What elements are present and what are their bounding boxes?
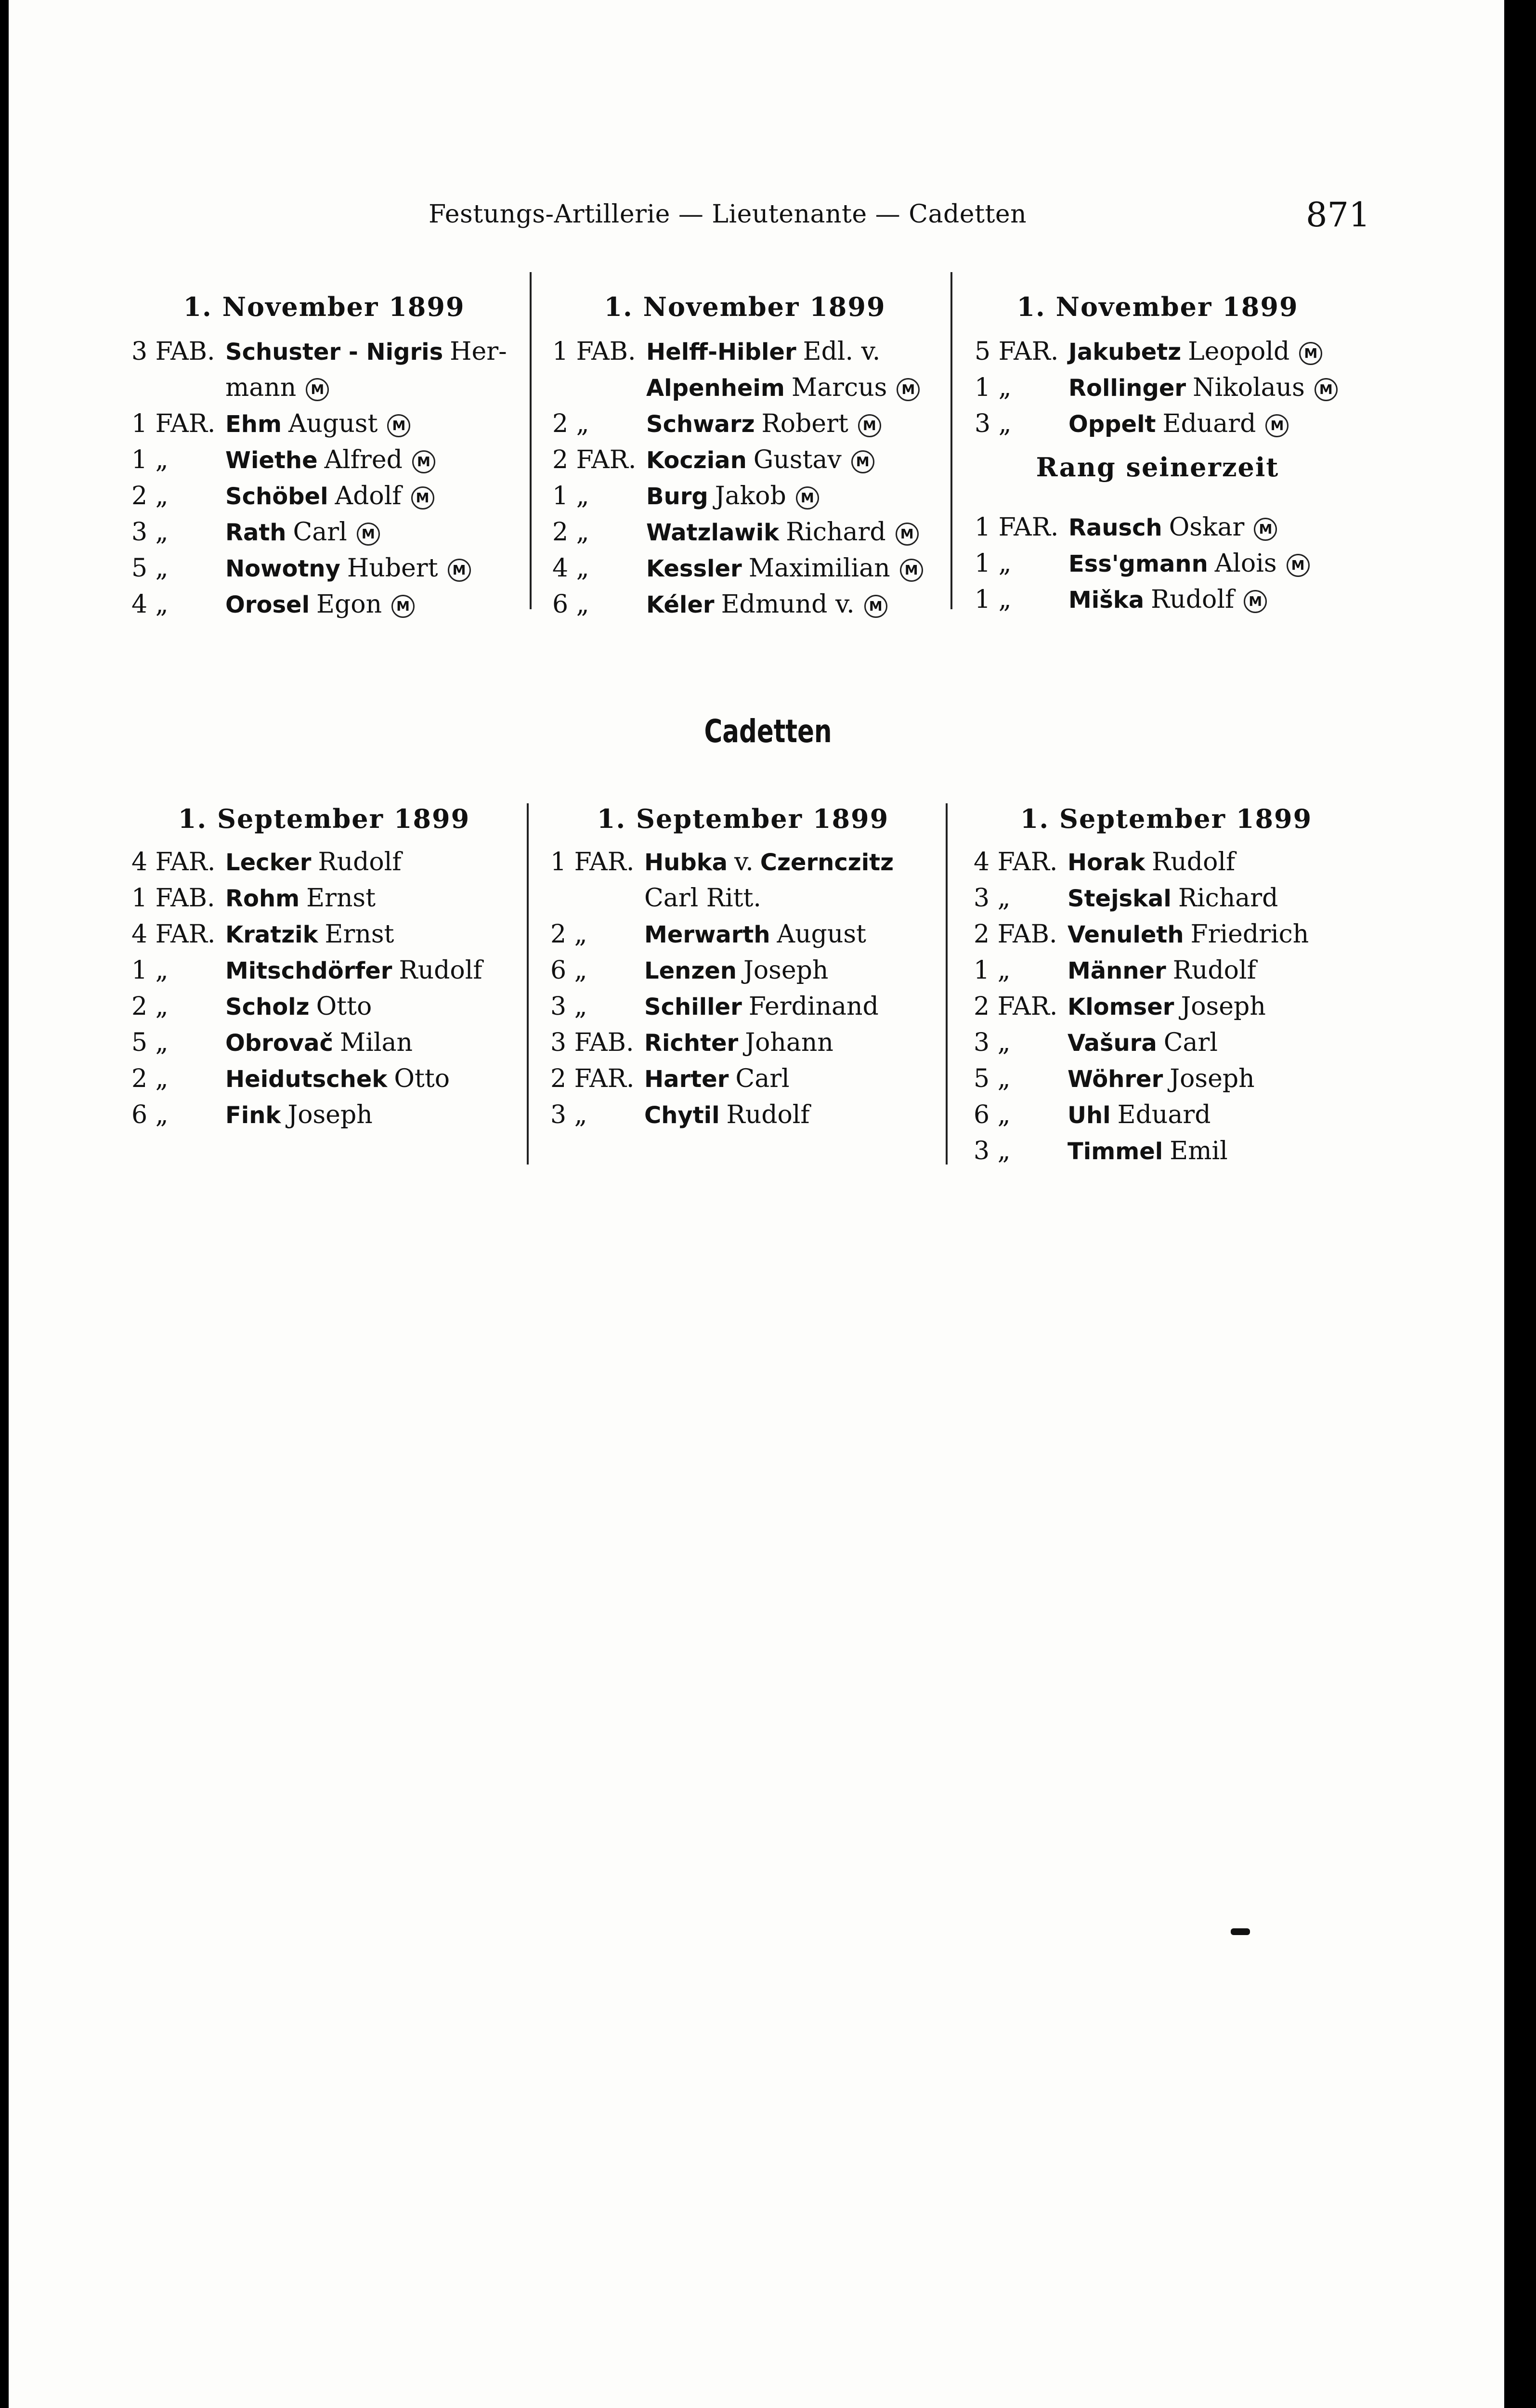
surname: Chytil — [644, 1102, 720, 1129]
person-name — [225, 880, 376, 917]
list-entry — [552, 587, 937, 623]
given-name: Gustav — [753, 445, 842, 474]
given-name: Richard — [1178, 884, 1278, 913]
unit-rank: 1 „ — [975, 373, 1012, 402]
list-entry — [550, 953, 936, 989]
ink-speck — [1231, 1928, 1250, 1935]
list-entry — [550, 1061, 936, 1097]
unit-rank: 3 „ — [974, 884, 1011, 913]
person-name — [225, 514, 380, 551]
unit-rank: 6 „ — [974, 1100, 1011, 1129]
person-name — [646, 587, 887, 623]
list-entry — [131, 953, 517, 989]
person-name — [225, 550, 471, 587]
person-name — [225, 916, 394, 953]
given-name: Joseph — [1170, 1064, 1255, 1093]
list-entry — [974, 844, 1359, 880]
militaer-verdienst-icon: M — [412, 450, 435, 473]
surname: Harter — [644, 1066, 729, 1093]
person-name — [644, 916, 866, 953]
list-entry — [131, 1061, 517, 1097]
surname: Schiller — [644, 994, 742, 1021]
unit-rank: 4 „ — [131, 590, 169, 619]
unit-rank: 2 „ — [552, 409, 589, 438]
given-name: Rudolf — [1151, 585, 1235, 614]
militaer-verdienst-icon: M — [1254, 518, 1277, 541]
column-divider — [530, 272, 532, 609]
lieutenant-column — [552, 291, 937, 628]
given-name: Otto — [394, 1064, 450, 1093]
given-name: Leopold — [1188, 337, 1290, 366]
given-name: Edmund v. — [721, 590, 855, 619]
person-name — [225, 1097, 373, 1134]
list-entry — [131, 1097, 517, 1133]
unit-rank: 1 „ — [131, 445, 169, 474]
lieutenants-section — [0, 291, 1536, 628]
unit-rank: 4 FAR. — [131, 848, 216, 877]
column-heading: 1. November 1899 — [604, 291, 886, 322]
unit-rank: 3 „ — [975, 409, 1012, 438]
column-heading: 1. September 1899 — [597, 803, 889, 834]
given-name: August — [777, 920, 866, 949]
militaer-verdienst-icon: M — [900, 559, 923, 582]
unit-rank: 5 FAR. — [975, 337, 1059, 366]
surname: Kessler — [646, 555, 742, 582]
given-name: Richard — [786, 518, 886, 547]
list-entry — [552, 442, 937, 478]
given-name: Carl — [735, 1064, 790, 1093]
given-name: Milan — [339, 1028, 413, 1057]
person-name — [644, 844, 894, 881]
person-name — [225, 989, 372, 1025]
given-name: Ernst — [325, 920, 394, 949]
surname: Heidutschek — [225, 1066, 388, 1093]
surname: Lecker — [225, 849, 312, 876]
list-entry — [975, 370, 1341, 406]
surname: Stejskal — [1067, 885, 1172, 912]
list-entry — [974, 1097, 1359, 1133]
cadet-column — [550, 803, 936, 1179]
person-name — [1068, 582, 1267, 618]
militaer-verdienst-icon: M — [858, 414, 881, 437]
list-entry-continuation — [550, 880, 936, 916]
surname: Vašura — [1067, 1030, 1157, 1057]
list-entry — [974, 880, 1359, 916]
person-name — [1067, 1061, 1255, 1098]
name-continuation — [225, 370, 329, 406]
person-name — [225, 587, 415, 623]
surname: Rohm — [225, 885, 300, 912]
unit-rank: 2 „ — [131, 992, 169, 1021]
given-name: v. — [734, 848, 754, 877]
unit-rank: 1 FAR. — [131, 409, 216, 438]
unit-rank: 4 FAR. — [974, 848, 1058, 877]
unit-rank: 6 „ — [131, 1100, 169, 1129]
list-entry — [131, 1025, 517, 1061]
list-entry — [552, 478, 937, 514]
unit-rank: 3 „ — [550, 992, 587, 1021]
list-entry — [131, 334, 517, 370]
unit-rank: 3 FAB. — [131, 337, 215, 366]
list-entry — [552, 514, 937, 550]
person-name — [225, 442, 435, 479]
person-name — [644, 953, 828, 989]
given-name: Marcus — [791, 373, 887, 402]
given-name: Rudolf — [399, 956, 482, 985]
militaer-verdienst-icon: M — [1244, 590, 1267, 613]
unit-rank: 1 FAR. — [975, 513, 1059, 542]
person-name — [225, 334, 507, 370]
given-name: Ferdinand — [748, 992, 879, 1021]
list-entry — [552, 406, 937, 442]
militaer-verdienst-icon: M — [1315, 378, 1338, 401]
given-name: Carl — [293, 518, 347, 547]
column-divider — [950, 272, 952, 609]
person-name — [646, 406, 881, 443]
militaer-verdienst-icon: M — [387, 414, 410, 437]
militaer-verdienst-icon: M — [896, 523, 919, 546]
unit-rank: 6 „ — [552, 590, 589, 619]
unit-rank: 1 FAB. — [131, 884, 215, 913]
given-name: Rudolf — [1152, 848, 1236, 877]
list-entry — [974, 953, 1359, 989]
given-name: Oskar — [1169, 513, 1245, 542]
given-name: August — [288, 409, 378, 438]
person-name — [646, 478, 819, 515]
militaer-verdienst-icon: M — [851, 450, 874, 473]
surname: Männer — [1067, 957, 1166, 984]
person-name — [1068, 334, 1322, 370]
given-name: Alfred — [324, 445, 403, 474]
surname: Orosel — [225, 591, 310, 618]
person-name — [1068, 510, 1277, 546]
list-entry — [974, 1133, 1359, 1169]
surname: Jakubetz — [1068, 339, 1182, 366]
surname: Wöhrer — [1067, 1066, 1163, 1093]
given-name: Ernst — [306, 884, 376, 913]
surname: Rollinger — [1068, 375, 1186, 402]
unit-rank: 2 FAR. — [974, 992, 1058, 1021]
list-entry — [131, 844, 517, 880]
surname: Schwarz — [646, 411, 755, 438]
list-entry — [974, 1025, 1359, 1061]
unit-rank: 1 „ — [552, 482, 589, 510]
surname: Kratzik — [225, 921, 318, 948]
person-name — [644, 1097, 810, 1134]
person-name — [225, 844, 402, 881]
person-name — [225, 1061, 450, 1098]
given-name: Joseph — [1181, 992, 1266, 1021]
page-header — [0, 195, 1536, 238]
unit-rank: 2 FAB. — [974, 920, 1057, 949]
cadets-title: Cadetten — [704, 713, 832, 750]
person-name — [1068, 546, 1310, 582]
cadet-column — [131, 803, 517, 1179]
surname: Burg — [646, 483, 708, 510]
unit-rank: 1 „ — [975, 549, 1012, 578]
list-entry — [131, 587, 517, 623]
unit-rank: 3 „ — [550, 1100, 587, 1129]
person-name — [644, 1061, 790, 1098]
list-entry-continuation — [131, 370, 517, 406]
surname: Oppelt — [1068, 411, 1156, 438]
surname: Obrovač — [225, 1030, 333, 1057]
list-entry — [550, 989, 936, 1025]
person-name — [225, 1025, 413, 1061]
unit-rank: 2 „ — [552, 518, 589, 547]
surname: Hubka — [644, 849, 728, 876]
militaer-verdienst-icon: M — [411, 486, 434, 510]
given-name: Alois — [1214, 549, 1277, 578]
page-number: 871 — [1306, 195, 1370, 235]
given-name: Jakob — [715, 482, 786, 510]
running-title: Festungs-Artillerie — Lieutenante — Cadetten — [429, 200, 1027, 229]
list-entry — [131, 478, 517, 514]
given-name: Eduard — [1117, 1100, 1211, 1129]
surname: Mitschdörfer — [225, 957, 392, 984]
person-name — [1067, 1097, 1211, 1134]
surname: Koczian — [646, 447, 747, 474]
list-entry — [552, 550, 937, 587]
given-name: Johann — [745, 1028, 833, 1057]
given-name: Otto — [316, 992, 372, 1021]
person-name — [1067, 989, 1266, 1025]
unit-rank: 2 FAR. — [550, 1064, 635, 1093]
list-entry — [131, 442, 517, 478]
given-name: Eduard — [1162, 409, 1256, 438]
unit-rank: 1 „ — [131, 956, 169, 985]
list-entry — [131, 916, 517, 953]
lieutenant-column — [131, 291, 517, 628]
unit-rank: 3 „ — [131, 518, 169, 547]
militaer-verdienst-icon: M — [391, 595, 415, 618]
given-name: Her- — [450, 337, 507, 366]
given-name: Rudolf — [318, 848, 402, 877]
list-entry — [131, 406, 517, 442]
militaer-verdienst-icon: M — [448, 559, 471, 582]
unit-rank: 2 „ — [131, 482, 169, 510]
surname: Nowotny — [225, 555, 340, 582]
person-name — [644, 1025, 833, 1061]
person-name — [646, 550, 923, 587]
person-name — [1067, 916, 1309, 953]
given-name: Nikolaus — [1193, 373, 1305, 402]
surname: Fink — [225, 1102, 281, 1129]
given-name: Emil — [1170, 1137, 1228, 1165]
surname: Kéler — [646, 591, 715, 618]
person-name — [1067, 880, 1278, 917]
militaer-verdienst-icon: M — [1299, 342, 1322, 365]
list-entry — [974, 916, 1359, 953]
list-entry — [550, 1097, 936, 1133]
surname: Scholz — [225, 994, 310, 1021]
lieutenant-column — [975, 291, 1341, 628]
unit-rank: 6 „ — [550, 956, 587, 985]
rank-subheading: Rang seinerzeit — [1036, 452, 1279, 483]
column-heading: 1. September 1899 — [178, 803, 470, 834]
list-entry — [131, 989, 517, 1025]
unit-rank: 4 FAR. — [131, 920, 216, 949]
unit-rank: 2 „ — [131, 1064, 169, 1093]
list-entry — [131, 880, 517, 916]
surname: Horak — [1067, 849, 1145, 876]
list-entry — [975, 406, 1341, 442]
unit-rank: 5 „ — [131, 554, 169, 583]
unit-rank: 3 „ — [974, 1028, 1011, 1057]
militaer-verdienst-icon: M — [306, 378, 329, 401]
surname: Merwarth — [644, 921, 770, 948]
person-name — [1068, 370, 1338, 406]
name-continuation — [646, 370, 920, 406]
column-divider — [527, 803, 529, 1165]
given-name: Edl. v. — [803, 337, 881, 366]
surname: Ess'gmann — [1068, 550, 1208, 577]
unit-rank: 4 „ — [552, 554, 589, 583]
given-name: Robert — [761, 409, 848, 438]
list-entry — [550, 844, 936, 880]
list-entry — [975, 510, 1341, 546]
unit-rank: 1 „ — [974, 956, 1011, 985]
given-name: Egon — [316, 590, 382, 619]
person-name — [1067, 1133, 1228, 1170]
person-name — [1067, 844, 1235, 881]
surname-continuation: Alpenheim — [646, 375, 785, 402]
given-name: Carl — [1163, 1028, 1218, 1057]
cadets-section — [0, 803, 1536, 1179]
unit-rank: 2 FAR. — [552, 445, 637, 474]
surname: Wiethe — [225, 447, 318, 474]
unit-rank: 5 „ — [131, 1028, 169, 1057]
unit-rank: 3 FAB. — [550, 1028, 634, 1057]
surname: Uhl — [1067, 1102, 1111, 1129]
surname: Rausch — [1068, 514, 1162, 541]
given-name: mann — [225, 373, 297, 402]
person-name — [646, 442, 874, 479]
column-divider — [946, 803, 948, 1165]
surname: Ehm — [225, 411, 282, 438]
surname: Richter — [644, 1030, 739, 1057]
person-name — [1068, 406, 1289, 443]
person-name — [1067, 1025, 1218, 1061]
given-name: Adolf — [335, 482, 402, 510]
surname: Lenzen — [644, 957, 737, 984]
list-entry — [550, 916, 936, 953]
unit-rank: 1 FAR. — [550, 848, 635, 877]
unit-rank: 3 „ — [974, 1137, 1011, 1165]
given-name: Rudolf — [1172, 956, 1256, 985]
list-entry — [131, 514, 517, 550]
person-name — [225, 406, 410, 443]
person-name — [1067, 953, 1256, 989]
person-name — [225, 478, 434, 515]
person-name — [225, 953, 482, 989]
surname: Schöbel — [225, 483, 328, 510]
list-entry — [131, 550, 517, 587]
surname: Klomser — [1067, 994, 1174, 1021]
given-name: Hubert — [347, 554, 438, 583]
name-suffix: Czernczitz — [760, 849, 894, 876]
militaer-verdienst-icon: M — [1287, 554, 1310, 577]
surname: Rath — [225, 519, 286, 546]
person-name — [646, 334, 880, 370]
list-entry — [552, 334, 937, 370]
name-continuation — [644, 880, 761, 916]
list-entry — [975, 582, 1341, 618]
list-entry — [974, 989, 1359, 1025]
surname: Timmel — [1067, 1138, 1163, 1165]
given-name: Rudolf — [726, 1100, 810, 1129]
unit-rank: 1 FAB. — [552, 337, 636, 366]
list-entry — [550, 1025, 936, 1061]
militaer-verdienst-icon: M — [1265, 414, 1289, 437]
surname: Watzlawik — [646, 519, 780, 546]
surname: Miška — [1068, 587, 1145, 614]
list-entry — [974, 1061, 1359, 1097]
given-name: Maximilian — [748, 554, 890, 583]
unit-rank: 1 „ — [975, 585, 1012, 614]
list-entry-continuation — [552, 370, 937, 406]
cadet-column — [974, 803, 1359, 1179]
unit-rank: 2 „ — [550, 920, 587, 949]
militaer-verdienst-icon: M — [357, 523, 380, 546]
person-name — [646, 514, 919, 551]
given-name: Joseph — [743, 956, 829, 985]
given-name: Joseph — [287, 1100, 373, 1129]
militaer-verdienst-icon: M — [864, 595, 887, 618]
surname: Helff-Hibler — [646, 339, 796, 366]
militaer-verdienst-icon: M — [796, 486, 819, 510]
given-name: Carl Ritt. — [644, 884, 761, 913]
person-name — [644, 989, 879, 1025]
column-heading: 1. September 1899 — [1020, 803, 1313, 834]
surname: Venuleth — [1067, 921, 1184, 948]
given-name: Friedrich — [1190, 920, 1309, 949]
surname: Schuster - Nigris — [225, 339, 443, 366]
list-entry — [975, 546, 1341, 582]
militaer-verdienst-icon: M — [897, 378, 920, 401]
column-heading: 1. November 1899 — [183, 291, 465, 322]
unit-rank: 5 „ — [974, 1064, 1011, 1093]
column-heading: 1. November 1899 — [1016, 291, 1299, 322]
list-entry — [975, 334, 1341, 370]
